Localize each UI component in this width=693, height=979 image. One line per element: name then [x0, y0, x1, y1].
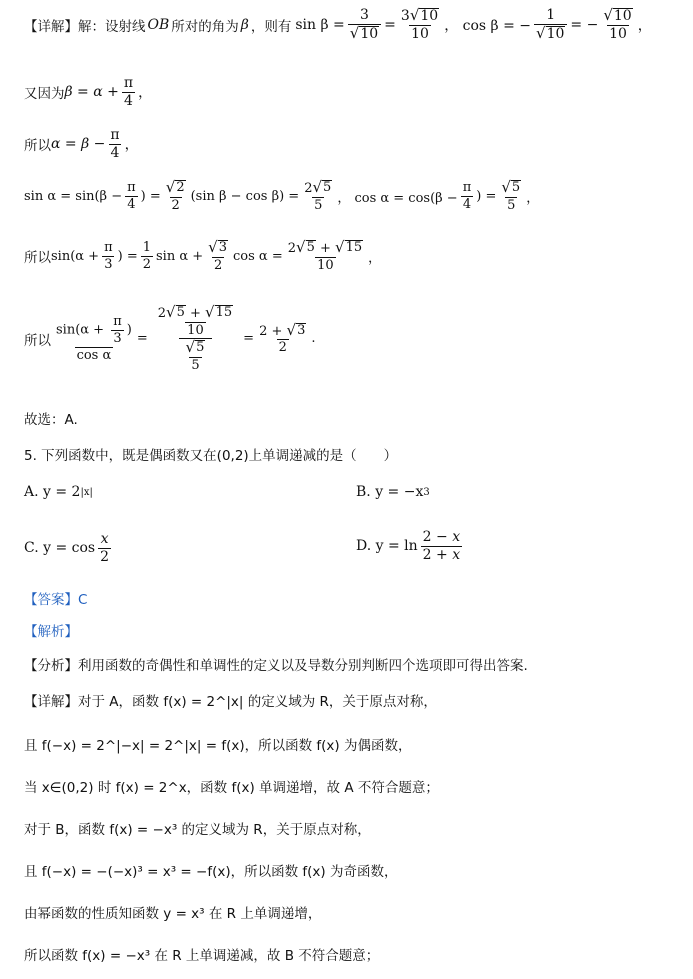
num: 1: [546, 7, 556, 23]
sin-beta: sin β =: [295, 16, 345, 33]
expr: ) =: [140, 188, 161, 204]
text: 所以: [24, 138, 51, 155]
expr: (sin β − cos β) =: [190, 188, 300, 204]
beta-symbol: β: [240, 16, 249, 33]
line-3: 所以 α = β − $\frac{\pi}{4}$ ，: [24, 127, 139, 161]
text: 解：设射线: [78, 18, 146, 35]
option-a: [24, 484, 93, 500]
cos-beta: ， cos β = −: [444, 17, 532, 34]
answer-label: 【答案】C: [24, 592, 88, 608]
line-5: 所以 sin(α + $\frac{\pi}{3}$ ) = $\frac{1}{2}$ sin α + √ 3 2 cos α = 2 √ 5 + √ 15 10 ，: [24, 238, 382, 273]
analysis-label: 【解析】: [24, 624, 78, 640]
num-a: 3: [400, 8, 410, 24]
ob-symbol: OB: [147, 16, 170, 33]
expr: ) =: [476, 188, 497, 204]
option-d-text: D. y = ln: [356, 538, 418, 555]
den: 4: [110, 144, 120, 161]
detail-p4: 对于 B，函数 f(x) = −x³ 的定义域为 R，关于原点对称，: [24, 822, 371, 838]
fraction: 3 √ 10 10: [400, 6, 439, 42]
option-a-sup: |x|: [80, 486, 93, 498]
expr: sin(α +: [51, 248, 100, 264]
expr: α = β −: [51, 136, 106, 153]
question-5: 5. 下列函数中，既是偶函数又在(0,2)上单调递减的是（ ）: [24, 448, 398, 464]
line-1: 【详解】 解：设射线 OB 所对的角为 β ，则有 sin β = 3 √ 10 = 3 √ 10 10 ， cos β = − 1 √ 10 = − √ 10 10 ，: [24, 6, 652, 42]
expr: sin α = sin(β −: [24, 188, 123, 204]
text: ，则有: [250, 18, 292, 35]
option-b: [356, 484, 430, 500]
fraction: √ 10 10: [603, 6, 632, 42]
fraction: [122, 76, 135, 108]
option-b-sup: 3: [423, 486, 430, 498]
text: 所以: [24, 332, 51, 349]
option-c-text: C. y = cos: [24, 540, 96, 557]
expr: cos α =: [233, 248, 283, 264]
num: 10: [613, 8, 632, 24]
compound-fraction-left: sin(α + $\frac{\pi}{3}$ ) cos α: [56, 314, 132, 363]
option-d: D. y = ln $\frac{2 - x}{2 + x}$: [356, 529, 461, 563]
option-a-text: A. y = 2: [24, 484, 81, 500]
expr: ， cos α = cos(β −: [337, 190, 458, 206]
option-c: C. y = cos $\frac{x}{2}$: [24, 531, 110, 565]
analysis-summary: 【分析】利用函数的奇偶性和单调性的定义以及导数分别判断四个选项即可得出答案.: [24, 658, 528, 674]
option-b-text: B. y = −x: [356, 484, 424, 500]
line-4: sin α = sin(β − $\frac{\pi}{4}$ ) = √ 2 2 (sin β − cos β) = 2 √ 5 5 ， cos α = cos(β − $\frac{\pi}{4}$ ) = √ 5 5 ，: [24, 178, 540, 213]
detail-p7: 所以函数 f(x) = −x³ 在 R 上单调递减，故 B 不符合题意；: [24, 948, 380, 964]
line-6: 所以 sin(α + $\frac{\pi}{3}$ ) cos α = 2 √ 5 + √ 15 10 √ 5 5 = 2 + √ 3 2 .: [24, 303, 316, 374]
expr: sin α +: [156, 248, 204, 264]
den: 10: [411, 25, 429, 42]
expr: ) =: [117, 248, 138, 264]
compound-fraction-right: 2 √ 5 + √ 15 10 √ 5 5: [157, 303, 233, 374]
den: 10: [546, 25, 565, 42]
num: π: [110, 127, 120, 143]
num-b: 10: [420, 8, 439, 24]
den: 10: [609, 25, 627, 42]
fraction: 3 √ 10: [348, 8, 381, 41]
detail-p2: 且 f(−x) = 2^|−x| = 2^|x| = f(x)，所以函数 f(x) 为偶函数，: [24, 738, 412, 754]
expr: β = α +: [64, 84, 119, 101]
line-2: 又因为 β = α + $\frac{\pi}{4}$ ，: [24, 75, 153, 109]
choose-a: 故选：A.: [24, 412, 78, 428]
detail-p6: 由幂函数的性质知函数 y = x³ 在 R 上单调递增，: [24, 906, 322, 922]
detail-label: 【详解】: [24, 18, 78, 35]
text: 所对的角为: [171, 18, 239, 35]
text: 又因为: [24, 86, 65, 103]
fraction: [108, 128, 121, 160]
den: 10: [360, 25, 379, 42]
text: 所以: [24, 250, 51, 267]
den: 4: [124, 92, 133, 109]
fraction: 1 √ 10: [534, 8, 567, 41]
detail-p5: 且 f(−x) = −(−x)³ = x³ = −f(x)，所以函数 f(x) 为奇函数，: [24, 864, 398, 880]
detail-p3: 当 x∈(0,2) 时 f(x) = 2^x，函数 f(x) 单调递增，故 A 不符合题意；: [24, 780, 439, 796]
num: π: [123, 75, 134, 91]
detail-p1: 【详解】对于 A，函数 f(x) = 2^|x| 的定义域为 R，关于原点对称，: [24, 694, 437, 710]
num: 3: [360, 7, 369, 23]
